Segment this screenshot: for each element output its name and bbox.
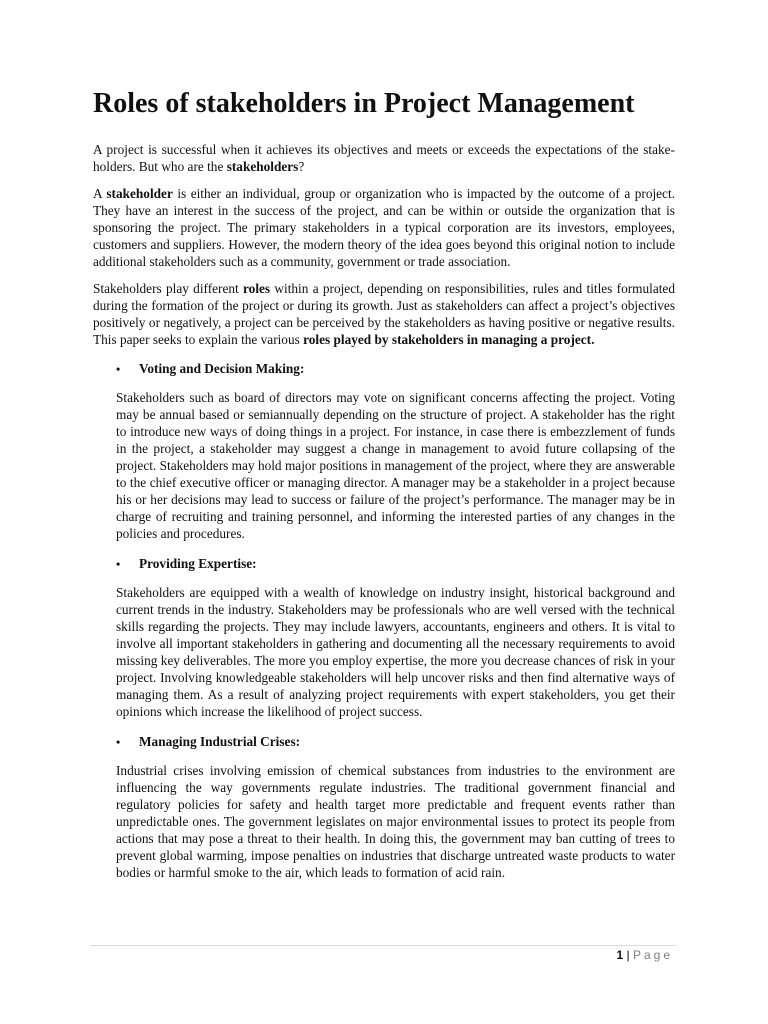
section-body-expertise: Stakeholders are equipped with a wealth of knowledge on industry insight, historical background and current trends in the industry. Stakeholders may be professionals who are well versed with the technical skills regarding the projects. They may include lawyers, accountants, engineers and others. It is vital to involve all important stakeholders in gathering and documenting all the necessary requirements to avoid missing key deliverables. The more you employ expertise, the more you decrease chances of risk in your project. Involving knowledgeable stakeholders will help uncover risks and then find alternative ways of managing them. As a result of analyzing project requirements with expert stakeholders, you get their opinions which increase the likelihood of project success. (116, 585, 675, 719)
footer-separator: | (623, 948, 633, 962)
definition-text: is either an individual, group or organization who is impacted by the outcome of a project. They have an interest in the success of the project, and can be within or outside the organization that is sponsoring the project. The primary stakeholders in a typical corporation are its investors, employees, customers and suppliers. However, the modern theory of the idea goes beyond this original notion to include additional stakeholders such as a community, government or trade association. (93, 186, 675, 269)
intro-text: A project is successful when it achieves its objectives and meets or exceeds the expectations of the stake-holders. But who are the (93, 142, 675, 174)
section-heading-expertise (93, 555, 675, 573)
page-number: 1 (616, 948, 624, 962)
roles-text-middle: within a project, depending on responsibilities, rules and titles formulated during the formation of the project or during its growth. Just as stakeholders can affect a project’s objectives positively or negatively, a project can be perceived by the stakeholders as having positive or negative results. This paper seeks to explain the various (93, 281, 675, 347)
intro-paragraph (93, 141, 675, 175)
roles-paragraph (93, 280, 675, 348)
definition-bold-term: stakeholder (106, 186, 173, 201)
page-footer (616, 947, 673, 963)
bullet-icon: • (116, 362, 121, 376)
roles-bold-conclusion: roles played by stakeholders in managing a project. (303, 332, 595, 347)
footer-divider (90, 945, 676, 946)
section-heading-text: Providing Expertise: (139, 556, 257, 571)
section-body-crises: Industrial crises involving emission of chemical substances from industries to the environment are influencing the way governments regulate industries. The traditional government financial and regulatory policies for safety and health target more predictable and frequent events rather than unpredictable ones. The government legislates on major environmental issues to protect its people from actions that may pose a threat to their health. In doing this, the government may ban cutting of trees to prevent global warming, impose penalties on industries that discharge untreated waste products to water bodies or harmful smoke to the air, which leads to formation of acid rain. (116, 763, 675, 880)
page-word: Page (632, 948, 673, 962)
document-body (93, 141, 675, 891)
roles-text-start: Stakeholders play different (93, 281, 244, 296)
bullet-icon: • (116, 735, 121, 749)
section-heading-voting (93, 360, 675, 378)
section-body-voting: Stakeholders such as board of directors may vote on significant concerns affecting the project. Voting may be annual based or semiannually depending on the structure of project. A stakeholder has the right to introduce new ways of doing things in a project. For instance, in case there is embezzlement of funds in the project, a stakeholder may suggest a change in management to avoid future collapsing of the project. Stakeholders may hold major positions in management of the project, where they are answerable to the chief executive officer or managing director. A manager may be a stakeholder in a project because his or her decisions may lead to success or failure of the project’s performance. The manager may be in charge of recruiting and training personnel, and informing the interested parties of any changes in the policies and procedures. (116, 390, 675, 541)
section-heading-text: Managing Industrial Crises: (139, 734, 301, 749)
section-heading-crises (93, 733, 675, 751)
intro-bold-term: stakeholders (226, 159, 299, 174)
document-title: Roles of stakeholders in Project Management (93, 88, 635, 119)
definition-article: A (93, 186, 107, 201)
roles-bold-term: roles (243, 281, 271, 296)
intro-question-mark: ? (298, 159, 305, 174)
bullet-icon: • (116, 557, 121, 571)
definition-paragraph (93, 185, 675, 270)
section-heading-text: Voting and Decision Making: (139, 361, 305, 376)
